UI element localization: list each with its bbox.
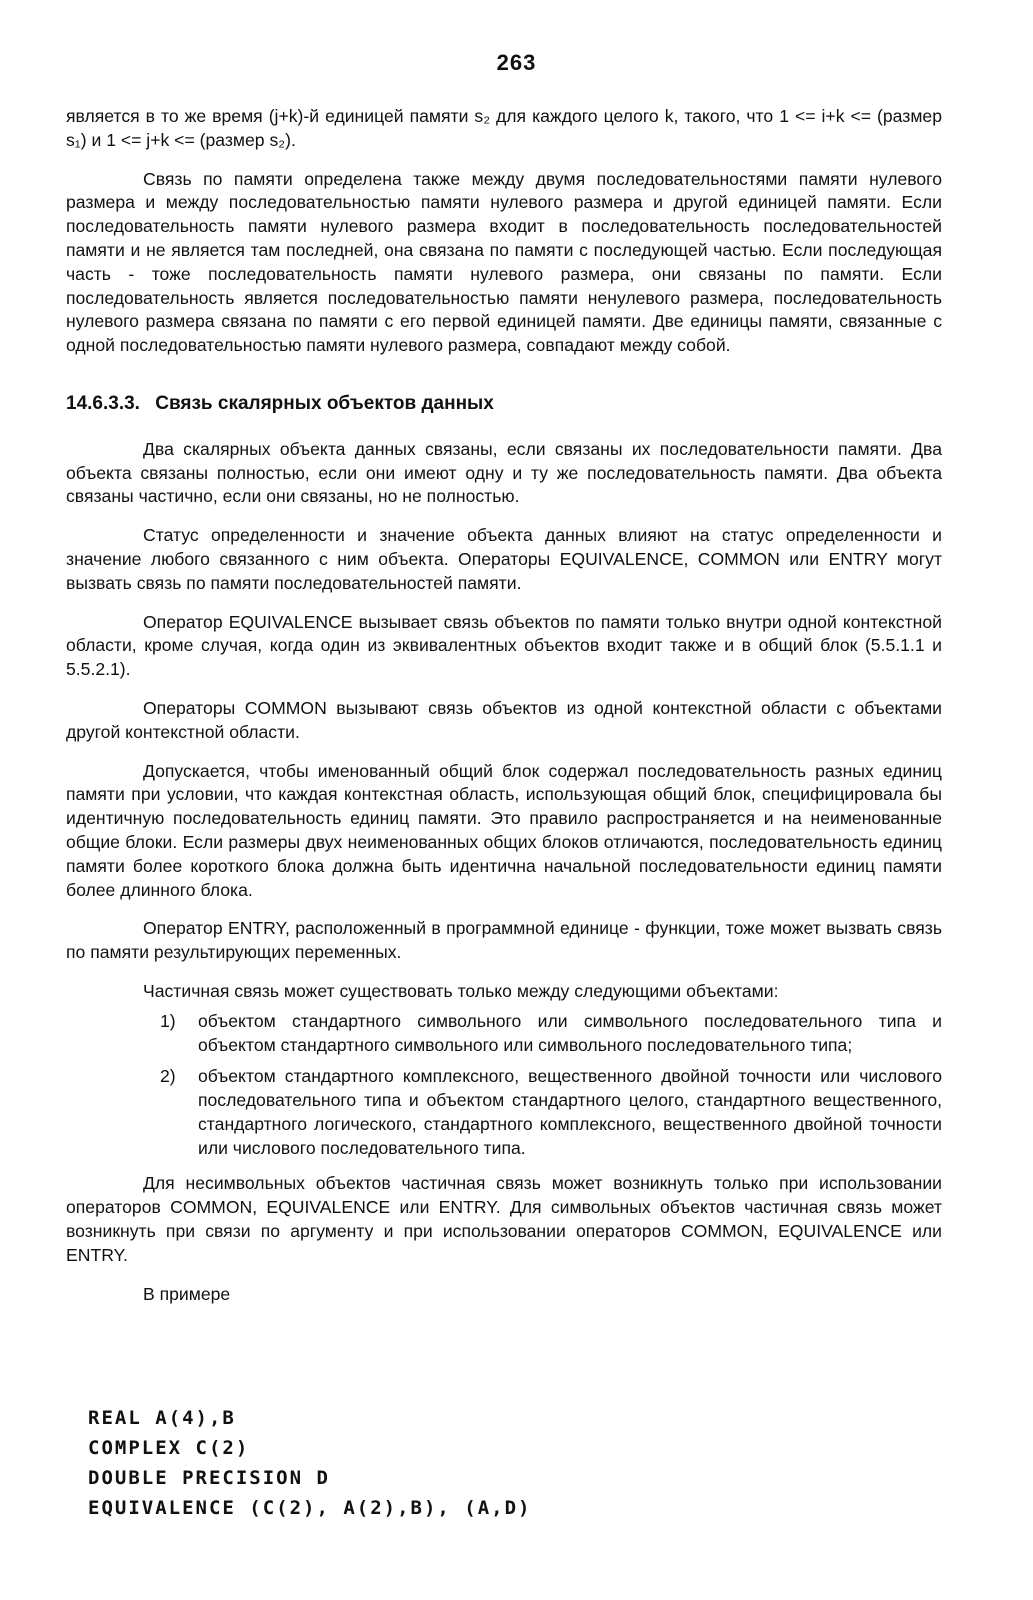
section-heading [66,392,942,416]
list-item [66,1065,942,1160]
list-item-text: объектом стандартного комплексного, вещественного двойной точности или числового последовательного типа и объектом стандартного целого, стандартного вещественного, стандартного логического, стандартного комплексного, вещественного двойной точности или числового последовательного типа. [198,1066,942,1158]
paragraph-definition-status: Статус определенности и значение объекта данных влияют на статус определенности и значение любого связанного с ним объекта. Операторы EQUIVALENCE, COMMON или ENTRY могут вызвать связь по памяти последовательностей памяти. [66,525,942,593]
paragraph-nonchar-objects: Для несимвольных объектов частичная связь может возникнуть только при использовании операторов COMMON, EQUIVALENCE или ENTRY. Для символьных объектов частичная связь может возникнуть при связи по аргументу и при использовании операторов COMMON, EQUIVALENCE или ENTRY. [66,1173,942,1265]
paragraph-zero-size-association: Связь по памяти определена также между двумя последовательностями памяти нулевого размера и между последовательностью памяти нулевого размера и другой единицей памяти. Если последовательность памяти нулевого размера входит в последовательность последовательностей памяти и не является там последней, она связана по памяти с последующей частью. Если последующая часть - тоже последовательность памяти нулевого размера, они связаны по памяти. Если последовательность является последовательностью памяти ненулевого размера, последовательность нулевого размера связана по памяти с его первой единицей памяти. Две единицы памяти, связанные с одной последовательностью памяти нулевого размера, совпадают между собой. [66,168,942,356]
list-item [66,1010,942,1058]
code-line: EQUIVALENCE (C(2), A(2),B), (A,D) [88,1497,532,1519]
paragraph-entry: Оператор ENTRY, расположенный в программной единице - функции, тоже может вызвать связь по памяти результирующих переменных. [66,918,942,963]
body-text [66,105,942,1321]
code-line: DOUBLE PRECISION D [88,1467,330,1489]
list-item-number: 2) [160,1066,176,1087]
section-title: Связь скалярных объектов данных [155,392,494,414]
list-item-text: объектом стандартного символьного или символьного последовательного типа и объектом стандартного символьного или символьного последовательного типа; [198,1010,942,1055]
paragraph-named-common-block: Допускается, чтобы именованный общий блок содержал последовательность разных единиц памяти при условии, что каждая контекстная область, использующая общий блок, специфицировала бы идентичную последовательность единиц памяти. Это правило распространяется и на неименованные общие блоки. Если размеры двух неименованных общих блоков отличаются, последовательность единиц памяти более короткого блока должна быть идентична начальной последовательности единиц памяти более длинного блока. [66,760,942,900]
list-item-number: 1) [160,1010,176,1031]
code-line: COMPLEX C(2) [88,1437,250,1459]
paragraph-common: Операторы COMMON вызывают связь объектов из одной контекстной области с объектами другой контекстной области. [66,697,942,742]
page-number: 263 [496,50,537,75]
paragraph-scalar-association: Два скалярных объекта данных связаны, если связаны их последовательности памяти. Два объекта связаны полностью, если они имеют одну и ту же последовательность памяти. Два объекта связаны частично, если они связаны, но не полностью. [66,438,942,507]
code-line: REAL A(4),B [88,1407,236,1429]
paragraph-continuation: является в то же время (j+k)-й единицей памяти s₂ для каждого целого k, такого, что 1 <= i+k <= (размер s₁) и 1 <= j+k <= (размер s₂). [66,106,942,150]
paragraph-partial-association: Частичная связь может существовать только между следующими объектами: [143,980,779,1001]
code-example [88,1403,532,1523]
paragraph-example-intro: В примере [143,1283,231,1304]
partial-association-list [66,1010,942,1161]
paragraph-equivalence: Оператор EQUIVALENCE вызывает связь объектов по памяти только внутри одной контекстной области, кроме случая, когда один из эквивалентных объектов входит также и в общий блок (5.5.1.1 и 5.5.2.1). [66,611,942,680]
section-number: 14.6.3.3. [66,392,140,414]
